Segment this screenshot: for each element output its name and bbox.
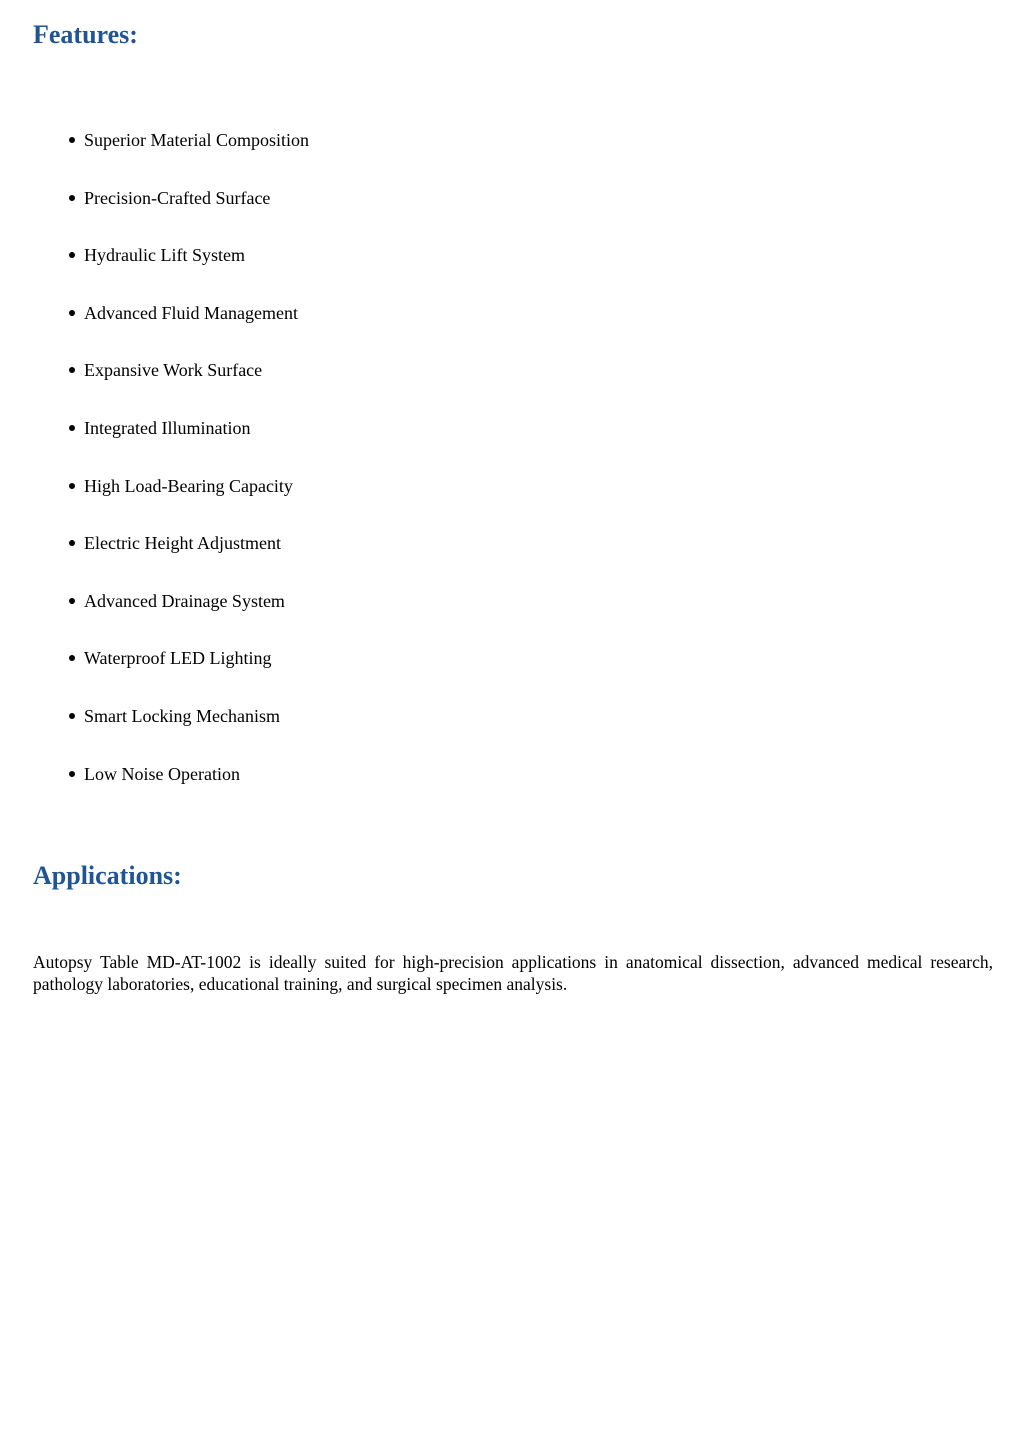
- feature-label: Hydraulic Lift System: [84, 245, 245, 266]
- bullet-icon: [69, 655, 75, 661]
- feature-list: [66, 128, 309, 819]
- bullet-icon: [69, 310, 75, 316]
- feature-label: Waterproof LED Lighting: [84, 648, 272, 669]
- list-item: [66, 416, 309, 474]
- list-item: [66, 646, 309, 704]
- list-item: [66, 243, 309, 301]
- list-item: [66, 474, 309, 532]
- bullet-icon: [69, 137, 75, 143]
- list-item: [66, 531, 309, 589]
- bullet-icon: [69, 252, 75, 258]
- feature-label: High Load-Bearing Capacity: [84, 475, 293, 496]
- list-item: [66, 128, 309, 186]
- features-heading: Features:: [33, 20, 138, 49]
- bullet-icon: [69, 483, 75, 489]
- bullet-icon: [69, 367, 75, 373]
- feature-label: Expansive Work Surface: [84, 360, 263, 381]
- applications-heading: Applications:: [33, 861, 182, 890]
- list-item: [66, 704, 309, 762]
- feature-label: Electric Height Adjustment: [84, 533, 281, 554]
- bullet-icon: [69, 195, 75, 201]
- list-item: [66, 589, 309, 647]
- bullet-icon: [69, 713, 75, 719]
- list-item: [66, 301, 309, 359]
- bullet-icon: [69, 540, 75, 546]
- feature-label: Superior Material Composition: [84, 130, 309, 150]
- feature-label: Advanced Drainage System: [84, 590, 285, 611]
- applications-paragraph: Autopsy Table MD-AT-1002 is ideally suited for high-precision applications in anatomical dissection, advanced medical research, pathology laboratories, educational training, and surgical specimen analysis.: [33, 952, 993, 994]
- list-item: [66, 358, 309, 416]
- feature-label: Low Noise Operation: [84, 763, 240, 784]
- feature-label: Integrated Illumination: [84, 417, 251, 438]
- bullet-icon: [69, 425, 75, 431]
- feature-label: Precision-Crafted Surface: [84, 187, 271, 208]
- list-item: [66, 762, 309, 820]
- list-item: [66, 186, 309, 244]
- feature-label: Advanced Fluid Management: [84, 302, 298, 323]
- feature-label: Smart Locking Mechanism: [84, 705, 280, 726]
- bullet-icon: [69, 598, 75, 604]
- bullet-icon: [69, 771, 75, 777]
